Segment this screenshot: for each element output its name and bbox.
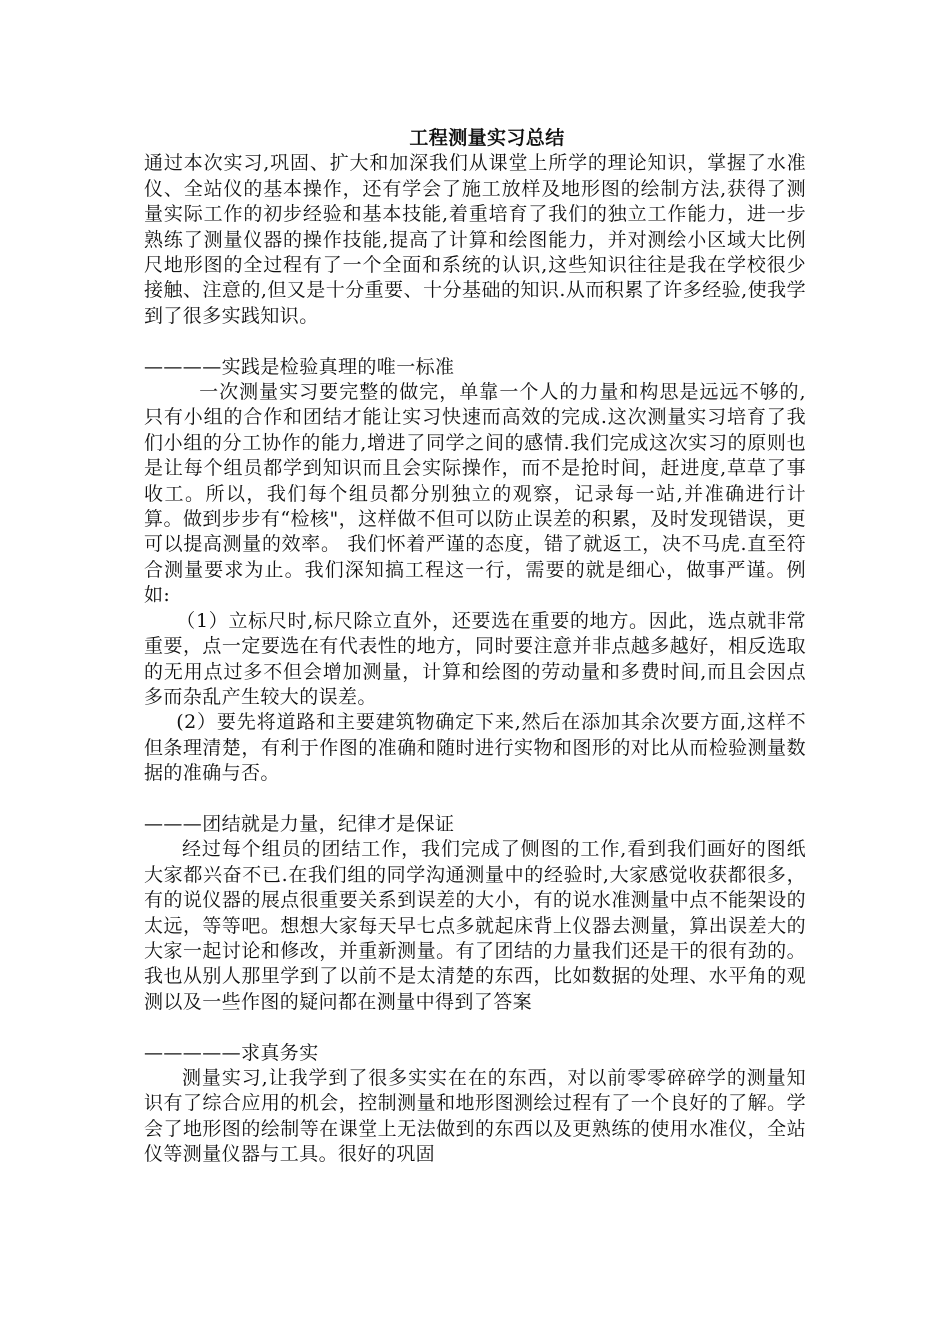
section3-heading: —————求真务实 <box>144 1041 319 1064</box>
blank-line <box>144 329 806 354</box>
blank-line <box>144 787 806 812</box>
document-title: 工程测量实习总结 <box>409 127 565 149</box>
section3-paragraph-1: 测量实习,让我学到了很多实实在在的东西，对以前零零碎碎学的测量知识有了综合应用的机会，控制测量和地形图测绘过程有了一个良好的了解。学会了地形图的绘制等在课堂上无法做到的东西以及更熟练的使用水准仪，全站仪等测量仪器与工具。很好的巩固 <box>144 1066 806 1166</box>
section2-heading: ———团结就是力量，纪律才是保证 <box>144 812 455 835</box>
section1-heading: ————实践是检验真理的唯一标准 <box>144 355 455 378</box>
document-page <box>144 126 806 1168</box>
blank-line <box>144 1015 806 1040</box>
section1-paragraph-3: (2）要先将道路和主要建筑物确定下来,然后在添加其余次要方面,这样不但条理清楚，有利于作图的准确和随时进行实物和图形的对比从而检验测量数据的准确与否。 <box>144 711 806 785</box>
intro-paragraph: 通过本次实习,巩固、扩大和加深我们从课堂上所学的理论知识，掌握了水准仪、全站仪的基本操作，还有学会了施工放样及地形图的绘制方法,获得了测量实际工作的初步经验和基本技能,着重培育了我们的独立工作能力，进一步熟练了测量仪器的操作技能,提高了计算和绘图能力，并对测绘小区域大比例尺地形图的全过程有了一个全面和系统的认识,这些知识往往是我在学校很少接触、注意的,但又是十分重要、十分基础的知识.从而积累了许多经验,使我学到了很多实践知识。 <box>144 152 806 327</box>
section2-paragraph-1: 经过每个组员的团结工作，我们完成了侧图的工作,看到我们画好的图纸大家都兴奋不已.在我们组的同学沟通测量中的经验时,大家感觉收获都很多，有的说仪器的展点很重要关系到误差的大小，有的说水准测量中点不能架设的太远，等等吧。想想大家每天早七点多就起床背上仪器去测量，算出误差大的大家一起讨论和修改，并重新测量。有了团结的力量我们还是干的很有劲的。我也从别人那里学到了以前不是太清楚的东西，比如数据的处理、水平角的观测以及一些作图的疑问都在测量中得到了答案 <box>144 838 806 1013</box>
section1-paragraph-2: （1）立标尺时,标尺除立直外，还要选在重要的地方。因此，选点就非常重要，点一定要选在有代表性的地方，同时要注意并非点越多越好，相反选取的无用点过多不但会增加测量，计算和绘图的劳动量和多费时间,而且会因点多而杂乱产生较大的误差。 <box>144 609 806 708</box>
section1-paragraph-1: 一次测量实习要完整的做完，单靠一个人的力量和构思是远远不够的,只有小组的合作和团结才能让实习快速而高效的完成.这次测量实习培育了我们小组的分工协作的能力,增进了同学之间的感情.我们完成这次实习的原则也是让每个组员都学到知识而且会实际操作，而不是抢时间，赶进度,草草了事收工。所以，我们每个组员都分别独立的观察，记录每一站,并准确进行计算。做到步步有“检核"，这样做不但可以防止误差的积累，及时发现错误，更可以提高测量的效率。 我们怀着严谨的态度，错了就返工，决不马虎.直至符合测量要求为止。我们深知搞工程这一行，需要的就是细心，做事严谨。例如: <box>144 381 806 607</box>
